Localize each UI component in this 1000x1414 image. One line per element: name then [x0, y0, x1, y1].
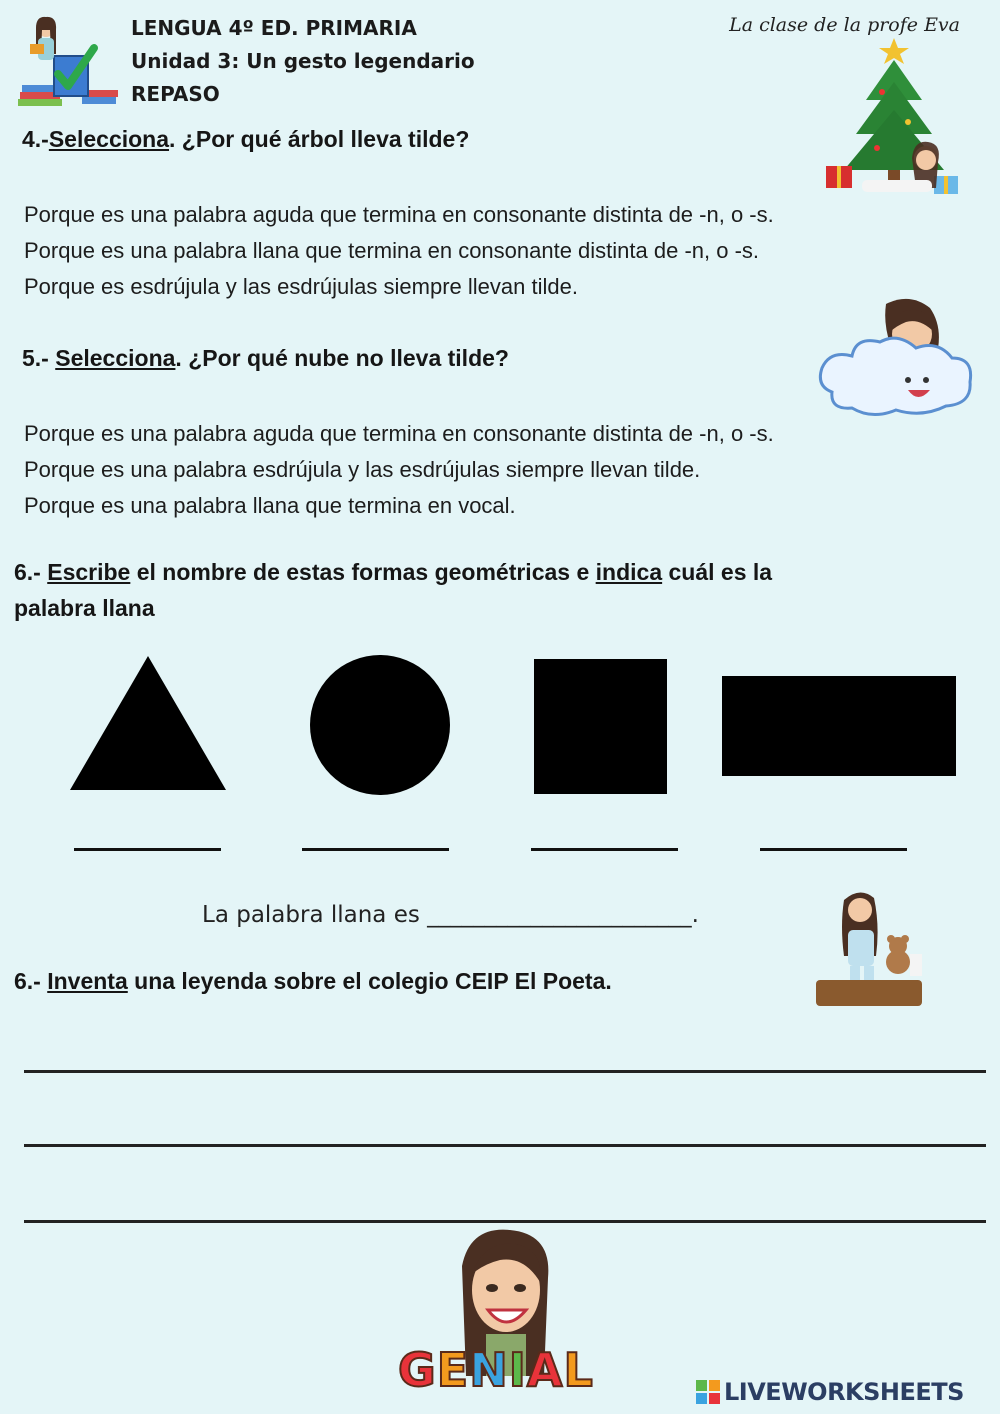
shape-circle [308, 653, 452, 797]
brand-signature: La clase de la profe Eva [729, 14, 960, 36]
q5-option-3[interactable]: Porque es una palabra llana que termina en vocal. [24, 493, 516, 518]
liveworksheets-logo-icon [696, 1380, 720, 1404]
writing-line-1 [24, 1070, 986, 1073]
triangle-answer-input[interactable] [74, 818, 224, 848]
llana-label: La palabra llana es [202, 902, 420, 928]
rectangle-answer-input[interactable] [760, 818, 910, 848]
teacher-teddy-icon [814, 886, 924, 1012]
q5-option-1[interactable]: Porque es una palabra aguda que termina en consonante distinta de -n, o -s. [24, 421, 774, 446]
liveworksheets-logo [696, 1378, 964, 1406]
genial-letter: E [436, 1343, 470, 1397]
writing-line-3 [24, 1220, 986, 1223]
q6-verb-indicate: indica [595, 559, 663, 585]
shape-triangle [68, 654, 228, 792]
q5-option-2[interactable]: Porque es una palabra esdrújula y las esdrújulas siempre llevan tilde. [24, 457, 701, 482]
genial-letter: A [526, 1343, 564, 1397]
genial-letter: I [508, 1343, 527, 1397]
legend-textarea[interactable] [24, 1030, 990, 1230]
course-title: LENGUA 4º ED. PRIMARIA [131, 16, 417, 40]
question-4-title: 4.-Selecciona. ¿Por qué árbol lleva tilde? [22, 126, 470, 152]
circle-answer-input[interactable] [302, 818, 452, 848]
q7-verb: Inventa [47, 968, 128, 994]
genial-letter: G [398, 1343, 437, 1397]
review-label: REPASO [131, 82, 220, 106]
cloud-teacher-icon [812, 292, 977, 427]
unit-title: Unidad 3: Un gesto legendario [131, 49, 475, 73]
q6-verb-write: Escribe [47, 559, 131, 585]
teacher-books-icon [16, 14, 122, 110]
writing-line-2 [24, 1144, 986, 1147]
genial-letter: N [469, 1343, 509, 1397]
christmas-tree-icon [822, 30, 967, 200]
question-6-title: 6.- Escribe el nombre de estas formas geométricas e indica cuál es la palabra llana [14, 559, 773, 621]
square-answer-input[interactable] [531, 818, 681, 848]
llana-blank[interactable]: _______________________ [427, 902, 692, 928]
rectangle-answer-line [760, 848, 907, 851]
llana-sentence: La palabra llana es _______________________. [202, 902, 699, 928]
q4-option-2[interactable]: Porque es una palabra llana que termina en consonante distinta de -n, o -s. [24, 238, 760, 263]
question-5-title: 5.- Selecciona. ¿Por qué nube no lleva tilde? [22, 345, 509, 371]
liveworksheets-text: LIVEWORKSHEETS [724, 1378, 964, 1406]
triangle-answer-line [74, 848, 221, 851]
shape-square [534, 659, 667, 794]
question-7-title: 6.- Inventa una leyenda sobre el colegio CEIP El Poeta. [14, 968, 612, 994]
circle-answer-line [302, 848, 449, 851]
genial-letter: L [563, 1343, 594, 1397]
q5-verb: Selecciona [55, 345, 176, 371]
q4-option-1[interactable]: Porque es una palabra aguda que termina en consonante distinta de -n, o -s. [24, 202, 774, 227]
genial-badge [398, 1344, 602, 1396]
genial-text [398, 1344, 602, 1396]
shape-rectangle [722, 676, 956, 776]
q4-verb: Selecciona [48, 126, 170, 152]
q4-option-3[interactable]: Porque es esdrújula y las esdrújulas siempre llevan tilde. [24, 274, 578, 299]
square-answer-line [531, 848, 678, 851]
